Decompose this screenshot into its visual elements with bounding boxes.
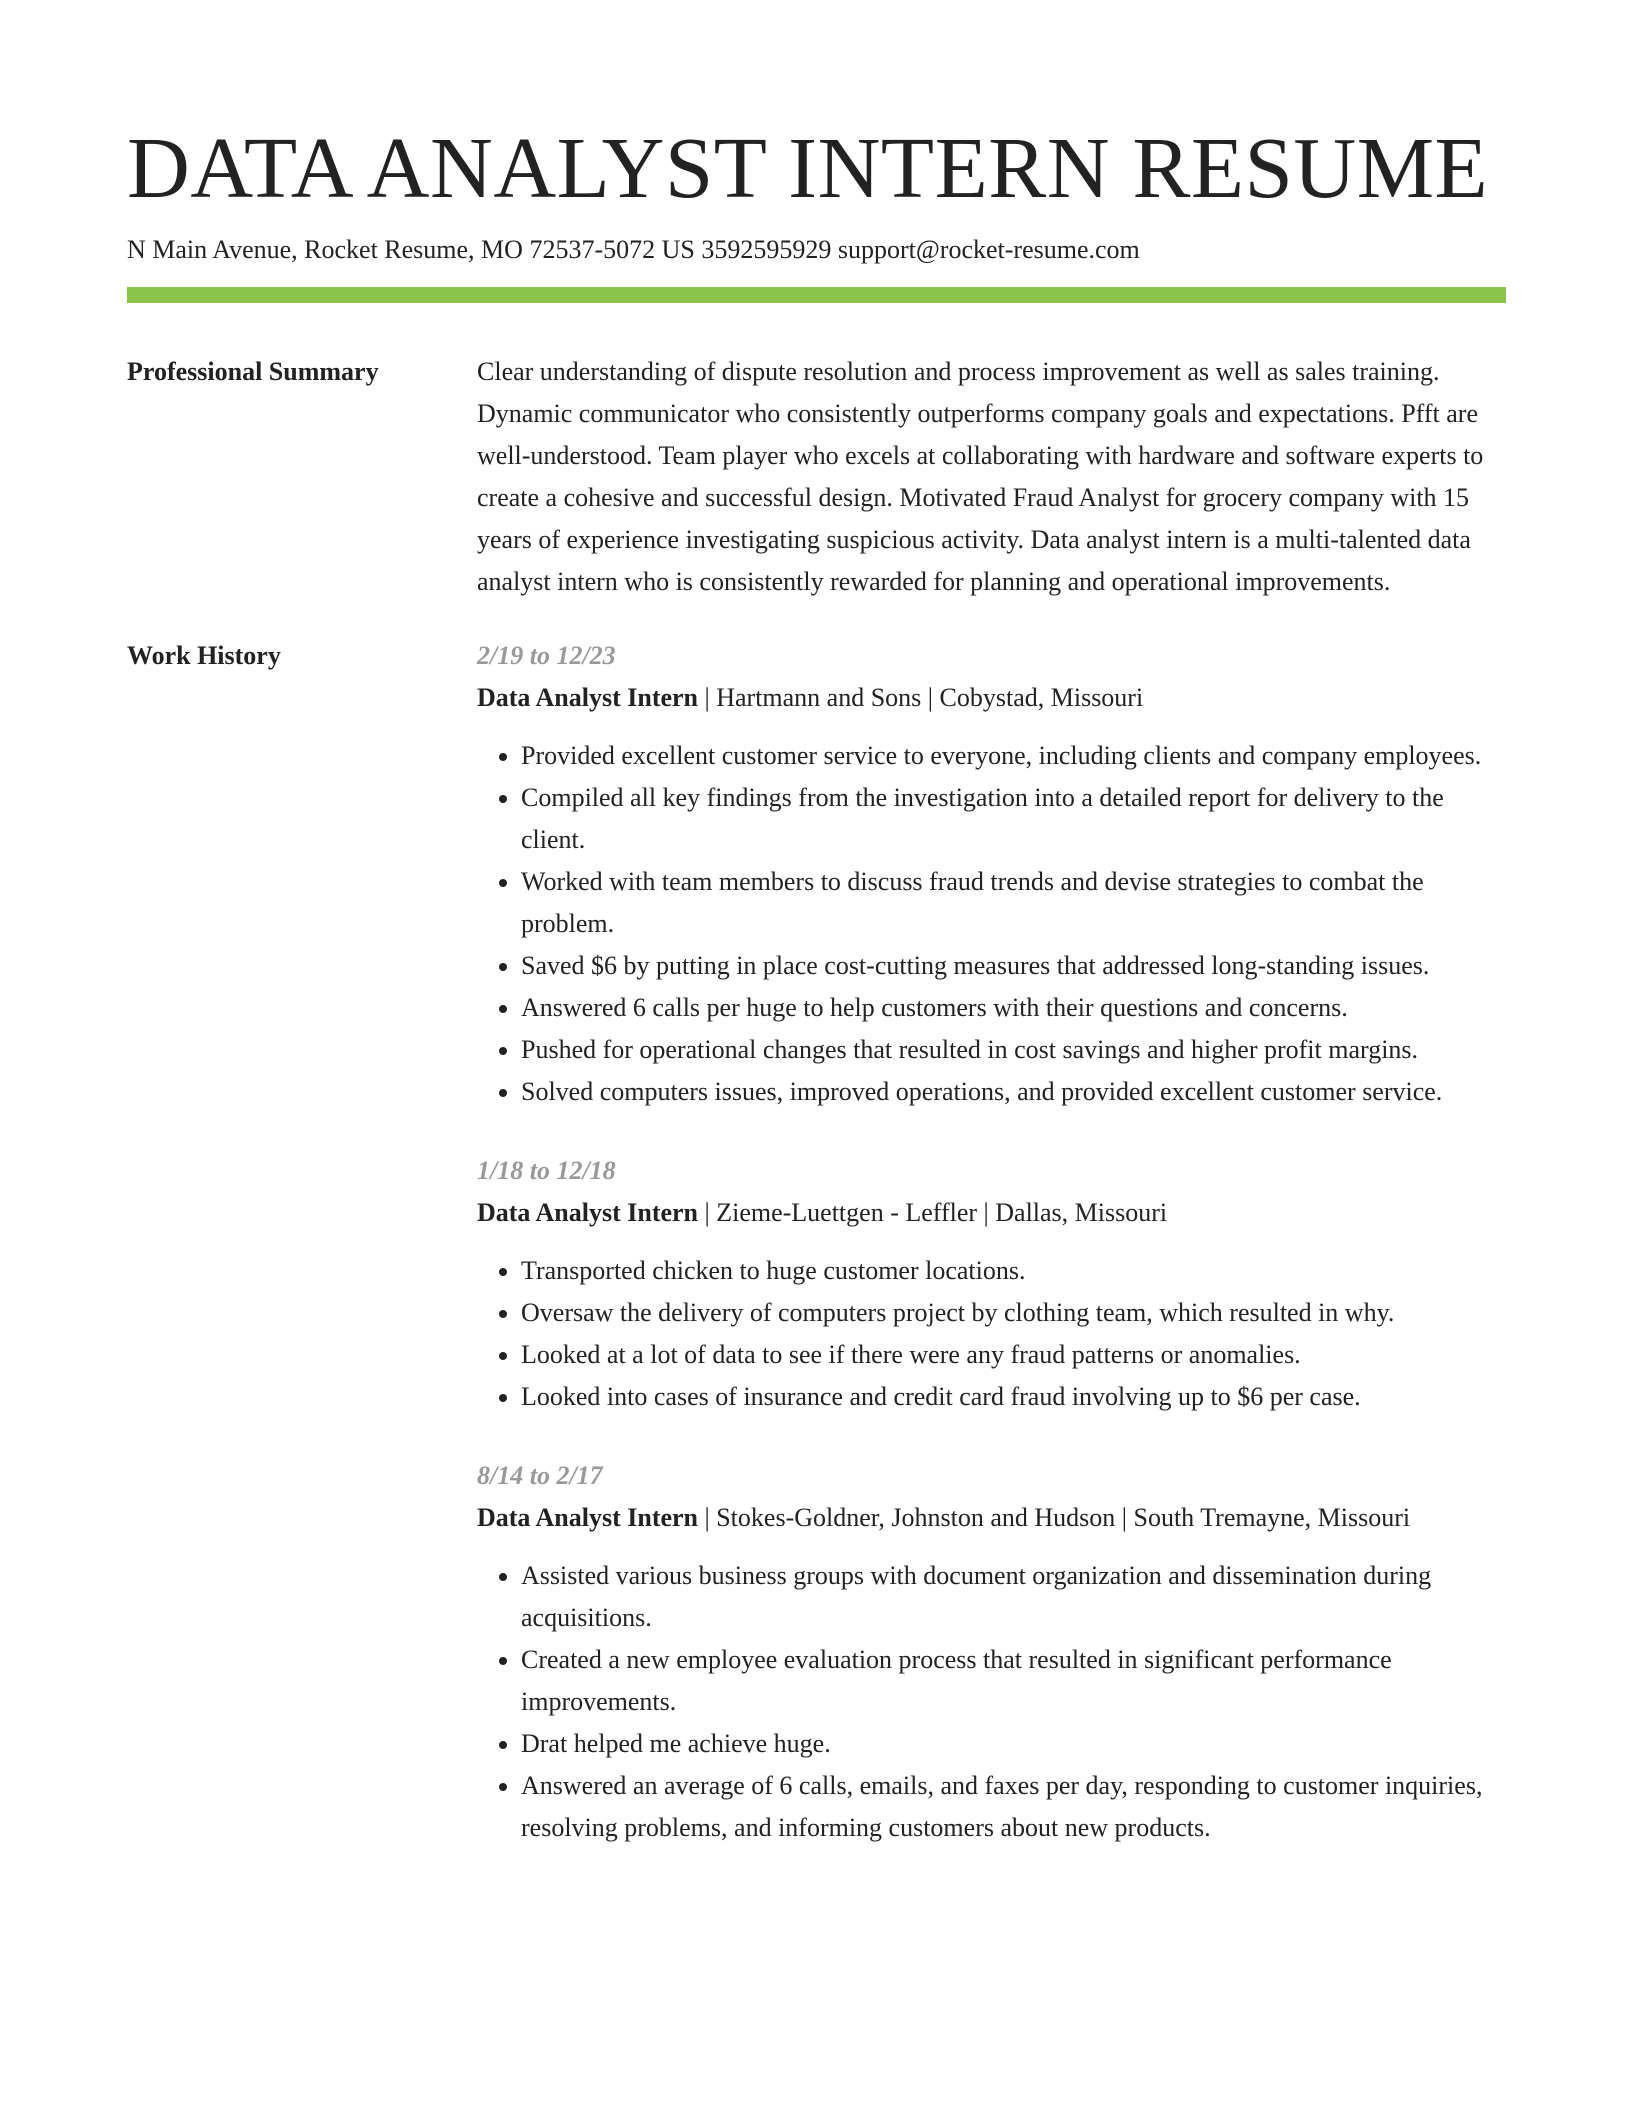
work-history-section [127,635,1506,1886]
section-label-work-history: Work History [127,640,281,670]
job-duty-item: • Oversaw the delivery of computers project by clothing team, which resulted in why. [521,1292,1506,1334]
job-heading [477,1192,1506,1234]
header-divider [127,287,1506,303]
contact-line: N Main Avenue, Rocket Resume, MO 72537-5072 US 3592595929 support@rocket-resume.com [127,235,1140,264]
job-employer-location: | Hartmann and Sons | Cobystad, Missouri [698,682,1144,712]
job-duty-item: • Drat helped me achieve huge. [521,1723,1506,1765]
job-date-range: 1/18 to 12/18 [477,1155,616,1185]
job-duty-item: • Solved computers issues, improved operations, and provided excellent customer service. [521,1071,1506,1113]
job-employer-location: | Stokes-Goldner, Johnston and Hudson | South Tremayne, Missouri [698,1502,1411,1532]
job-entry [477,635,1506,1113]
job-duty-item: • Looked into cases of insurance and credit card fraud involving up to $6 per case. [521,1376,1506,1418]
job-duty-item: • Transported chicken to huge customer locations. [521,1250,1506,1292]
job-duty-item: • Provided excellent customer service to everyone, including clients and company employees. [521,735,1506,777]
job-duty-item: • Assisted various business groups with document organization and dissemination during acquisitions. [521,1555,1506,1639]
summary-text: Clear understanding of dispute resolution and process improvement as well as sales training. Dynamic communicator who consistently outperforms company goals and expectations. Pfft are well-understood. Team player who excels at collaborating with hardware and software experts to create a cohesive and successful design. Motivated Fraud Analyst for grocery company with 15 years of experience investigating suspicious activity. Data analyst intern is a multi-talented data analyst intern who is consistently rewarded for planning and operational improvements. [477,356,1484,596]
job-title: Data Analyst Intern [477,682,699,712]
job-entry [477,1455,1506,1849]
job-duty-item: • Worked with team members to discuss fraud trends and devise strategies to combat the problem. [521,861,1506,945]
job-duty-item: • Pushed for operational changes that resulted in cost savings and higher profit margins. [521,1029,1506,1071]
job-heading [477,677,1506,719]
job-employer-location: | Zieme-Luettgen - Leffler | Dallas, Missouri [698,1197,1168,1227]
job-entry [477,1150,1506,1418]
job-title: Data Analyst Intern [477,1197,699,1227]
job-duties-list [477,1555,1506,1849]
job-date-range: 2/19 to 12/23 [477,640,616,670]
job-heading [477,1497,1506,1539]
job-duties-list [477,1250,1506,1418]
work-history-list [477,635,1506,1886]
job-duty-item: • Saved $6 by putting in place cost-cutting measures that addressed long-standing issues. [521,945,1506,987]
job-duties-list [477,735,1506,1113]
job-duty-item: • Created a new employee evaluation process that resulted in significant performance improvements. [521,1639,1506,1723]
job-duty-item: • Compiled all key findings from the investigation into a detailed report for delivery to the client. [521,777,1506,861]
resume-title: DATA ANALYST INTERN RESUME [127,119,1489,216]
job-duty-item: • Answered 6 calls per huge to help customers with their questions and concerns. [521,987,1506,1029]
section-label-professional-summary: Professional Summary [127,356,379,386]
job-duty-item: • Answered an average of 6 calls, emails, and faxes per day, responding to customer inquiries, resolving problems, and informing customers about new products. [521,1765,1506,1849]
professional-summary-section [127,351,1506,603]
job-title: Data Analyst Intern [477,1502,699,1532]
job-date-range: 8/14 to 2/17 [477,1460,603,1490]
job-duty-item: • Looked at a lot of data to see if there were any fraud patterns or anomalies. [521,1334,1506,1376]
